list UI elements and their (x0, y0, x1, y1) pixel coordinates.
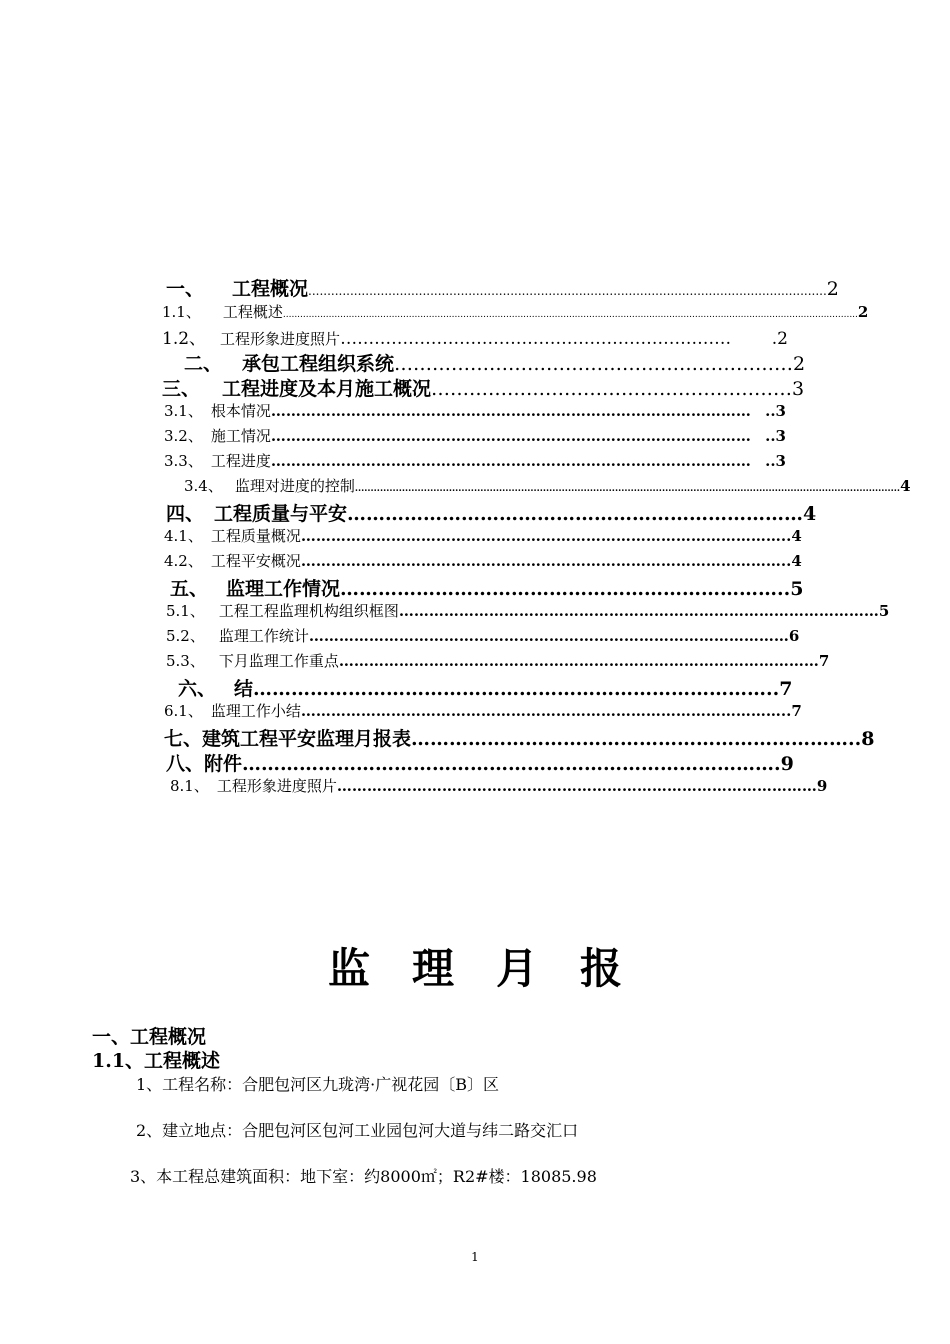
toc-entry-title: 监理工作统计 (218, 627, 309, 645)
subsection-heading: 1.1、工程概述 (92, 1050, 221, 1072)
toc-entry[interactable] (166, 600, 890, 621)
toc-entry[interactable] (164, 700, 802, 721)
toc-entry-number: 六、 (178, 678, 217, 700)
toc-entry-page: ..7 (780, 702, 802, 720)
toc-entry[interactable] (164, 550, 802, 571)
document-title: 监理月报 (327, 944, 664, 993)
toc-leader-dots: …………………………………………………………………………………… (300, 702, 781, 720)
toc-entry[interactable] (166, 650, 830, 671)
toc-entry[interactable] (170, 574, 804, 601)
paragraph: 2、建立地点：合肥包河区包河工业园包河大道与纬二路交汇口 (136, 1121, 579, 1140)
toc-entry-number: 3.2、 (164, 427, 203, 445)
toc-entry-page: .9 (774, 753, 794, 775)
toc-entry-title: 工程质量概况 (210, 527, 301, 545)
toc-entry-number: 5.1、 (166, 602, 205, 620)
toc-leader-dots: …………………………………………………………………………………… (338, 652, 819, 670)
section-heading: 一、工程概况 (92, 1026, 207, 1048)
toc-entry[interactable] (166, 499, 817, 526)
toc-entry[interactable] (164, 400, 786, 421)
toc-leader-dots: …………………………………………………………………………………… (300, 527, 781, 545)
page-number: 1 (471, 1250, 479, 1264)
toc-entry-title: 工程工程监理机构组织框图 (218, 602, 399, 620)
toc-entry[interactable] (162, 374, 805, 401)
toc-entry[interactable] (184, 349, 806, 376)
toc-entry-page: ..4 (780, 552, 802, 570)
toc-entry-number: 八、 (166, 753, 205, 775)
toc-entry-page: 2 (857, 303, 869, 321)
toc-entry-number: 3.1、 (164, 402, 203, 420)
toc-leader-dots: ……………………………………………………… (394, 353, 794, 375)
toc-entry-page: 5 (878, 602, 890, 620)
toc-entry-page: 3 (792, 378, 805, 400)
toc-entry-number: 三、 (162, 378, 201, 400)
toc-entry-page: 6 (788, 627, 800, 645)
toc-entry[interactable] (184, 475, 911, 496)
toc-entry-title: 工程平安概况 (210, 552, 301, 570)
toc-entry-page: ..5 (777, 578, 804, 600)
toc-leader-dots: ......................................................................................................................................................................................................... (282, 310, 858, 320)
toc-leader-dots: ………………………………………………………………………… (242, 753, 775, 775)
toc-entry-page: 9 (816, 777, 828, 795)
toc-entry-number: 5.2、 (166, 627, 205, 645)
toc-entry[interactable] (166, 625, 800, 646)
toc-leader-dots: …………………………………………………………………………………… (270, 427, 751, 445)
paragraph: 1、工程名称：合肥包河区九珑湾·广视花园〔B〕区 (136, 1075, 500, 1094)
toc-entry-page: ..7 (766, 678, 793, 700)
toc-entry-title: 承包工程组织系统 (242, 353, 395, 375)
toc-entry-title: 工程质量与平安 (214, 503, 348, 525)
toc-leader-dots: .............................................................................................................................................................................. (354, 484, 901, 494)
toc-entry-title: 工程概况 (232, 278, 309, 300)
toc-entry-number: 3.4、 (184, 477, 223, 495)
toc-entry[interactable] (162, 301, 869, 322)
toc-leader-dots: …………………………………………………………………………………… (398, 602, 879, 620)
toc-entry-page: ..4 (780, 527, 802, 545)
toc-leader-dots: …………………………………………………………………………………… (300, 552, 781, 570)
toc-entry-page: 4 (803, 503, 817, 525)
toc-entry-title: 下月监理工作重点 (218, 652, 339, 670)
toc-leader-dots: …………………………………………………………………………………… (308, 627, 789, 645)
toc-entry-title: 工程概述 (222, 303, 283, 321)
toc-entry-page: .2 (771, 329, 788, 349)
toc-entry-title: 工程进度及本月施工概况 (222, 378, 432, 400)
toc-entry-page: ..3 (765, 452, 786, 470)
toc-entry[interactable] (170, 775, 828, 796)
toc-entry[interactable] (166, 749, 794, 776)
toc-entry-number: 3.3、 (164, 452, 203, 470)
toc-entry-number: 5.3、 (166, 652, 205, 670)
toc-leader-dots: ……………………………………………………………………… (253, 678, 767, 700)
toc-entry-title: 监理工作小结 (210, 702, 301, 720)
toc-entry-number: 6.1、 (164, 702, 203, 720)
toc-entry[interactable] (162, 324, 788, 349)
toc-entry-title: 根本情况 (210, 402, 271, 420)
toc-entry-page: 4 (900, 477, 911, 495)
toc-entry-page: 7 (818, 652, 830, 670)
toc-entry-title: 施工情况 (210, 427, 271, 445)
toc-entry-page: 2 (826, 278, 839, 300)
toc-entry-page: 2 (793, 353, 806, 375)
toc-leader-dots: …………………………………………………………………………………… (270, 452, 751, 470)
toc-entry[interactable] (178, 674, 793, 701)
toc-entry-number: 四、 (166, 503, 205, 525)
toc-entry[interactable] (166, 274, 839, 301)
toc-leader-dots: …………………………………………………………… (411, 728, 849, 750)
toc-entry-title: 工程形象进度照片 (220, 330, 341, 348)
toc-entry-number: 七、 (164, 728, 203, 750)
toc-entry-page: ..3 (765, 402, 786, 420)
toc-leader-dots: …………………………………………………………………………………… (270, 402, 751, 420)
toc-entry-title: 建筑工程平安监理月报表 (202, 728, 412, 750)
toc-entry-number: 8.1、 (170, 777, 209, 795)
toc-entry-number: 一、 (166, 278, 205, 300)
toc-entry-title: 工程形象进度照片 (216, 777, 337, 795)
toc-entry-number: 1.1、 (162, 303, 201, 321)
toc-entry-number: 4.2、 (164, 552, 203, 570)
toc-entry[interactable] (164, 425, 786, 446)
toc-entry-title: 监理工作情况 (226, 578, 341, 600)
toc-entry-title: 监理对进度的控制 (234, 477, 355, 495)
toc-entry-title: 附件 (204, 753, 243, 775)
toc-entry-title: 结 (234, 678, 254, 700)
toc-entry[interactable] (164, 724, 875, 751)
toc-entry-number: 五、 (170, 578, 209, 600)
toc-leader-dots: …………………………………………………………… (340, 329, 732, 349)
toc-entry-page: ..3 (765, 427, 786, 445)
toc-leader-dots: ………………………………………………… (431, 378, 793, 400)
toc-leader-dots: ……………………………………………………………… (347, 503, 804, 525)
toc-entry[interactable] (164, 450, 786, 471)
toc-entry-number: 二、 (184, 353, 223, 375)
toc-entry-page: ..8 (848, 728, 875, 750)
paragraph: 3、本工程总建筑面积：地下室：约8000㎡；R2#楼：18085.98 (130, 1167, 597, 1186)
toc-entry-number: 1.2、 (162, 329, 207, 349)
toc-leader-dots: …………………………………………………………………………………… (336, 777, 817, 795)
toc-entry[interactable] (164, 525, 802, 546)
toc-entry-number: 4.1、 (164, 527, 203, 545)
toc-leader-dots: …………………………………………………………… (340, 578, 778, 600)
toc-leader-dots: ........................................................................................................................................ (308, 284, 827, 298)
toc-entry-title: 工程进度 (210, 452, 271, 470)
